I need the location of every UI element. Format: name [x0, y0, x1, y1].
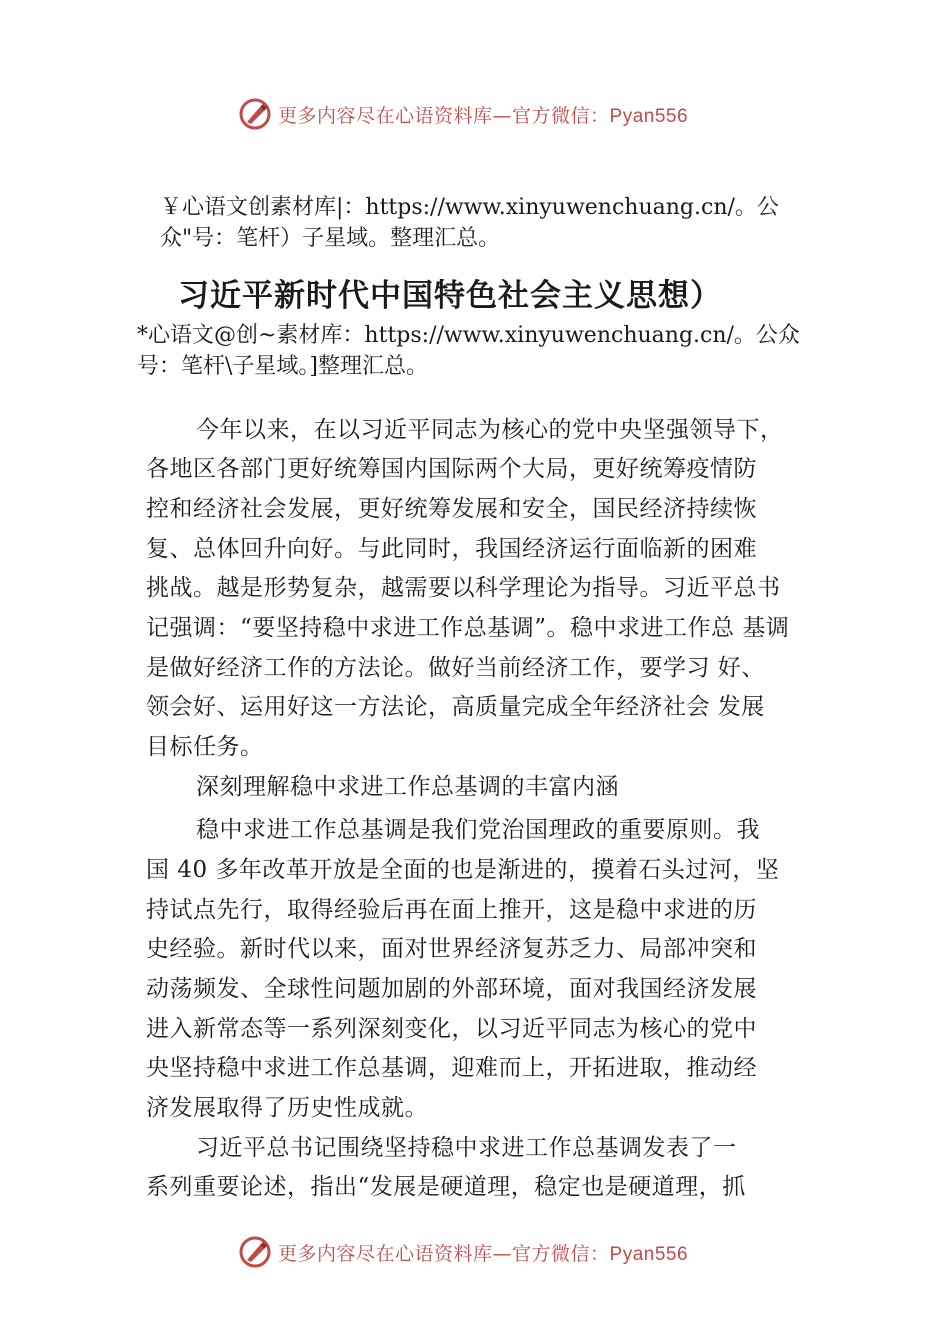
- body-line: 系列重要论述，指出“发展是硬道理，稳定也是硬道理，抓: [146, 1174, 746, 1200]
- body-line: 动荡频发、全球性问题加剧的外部环境，面对我国经济发展: [146, 976, 757, 1002]
- source-note-2-line-1: *心语文@创~素材库：https://www.xinyuwenchuang.cn/。公众: [137, 323, 800, 348]
- source-note-1-line-2: 众"号：笔杆）子星域。整理汇总。: [160, 226, 501, 251]
- fountain-pen-logo-icon: [238, 97, 272, 131]
- body-line: 持试点先行，取得经验后再在面上推开，这是稳中求进的历: [146, 897, 757, 923]
- body-line: 目标任务。: [146, 734, 264, 760]
- wechat-id: Pyan556: [609, 106, 689, 127]
- source-note-1-line-1: ￥心语文创素材库|：https://www.xinyuwenchuang.cn/。公: [160, 195, 779, 220]
- body-line: 进入新常态等一系列深刻变化，以习近平同志为核心的党中: [146, 1016, 757, 1042]
- body-line: 各地区各部门更好统筹国内国际两个大局，更好统筹疫情防: [146, 456, 757, 482]
- body-line: 复、总体回升向好。与此同时，我国经济运行面临新的困难: [146, 536, 757, 562]
- source-note-2-line-2: 号：笔杆\子星域。]整理汇总。: [137, 354, 428, 379]
- body-line: 挑战。越是形势复杂，越需要以科学理论为指导。习近平总书: [146, 575, 781, 601]
- body-line: 控和经济社会发展，更好统筹发展和安全，国民经济持续恢: [146, 496, 757, 522]
- banner-text: [278, 101, 688, 128]
- header-watermark-banner: [0, 95, 950, 135]
- fountain-pen-logo-icon: [238, 1235, 272, 1269]
- body-line: 央坚持稳中求进工作总基调，迎难而上，开拓进取，推动经: [146, 1055, 757, 1081]
- body-line: 领会好、运用好这一方法论，高质量完成全年经济社会 发展: [146, 694, 765, 720]
- body-line: 国 40 多年改革开放是全面的也是渐进的，摸着石头过河，坚: [146, 857, 780, 883]
- body-line: 稳中求进工作总基调是我们党治国理政的重要原则。我: [196, 817, 760, 843]
- body-line: 济发展取得了历史性成就。: [146, 1095, 428, 1121]
- body-line: 今年以来，在以习近平同志为核心的党中央坚强领导下，: [196, 417, 784, 443]
- body-line: 习近平总书记围绕坚持稳中求进工作总基调发表了一: [196, 1135, 737, 1161]
- body-line: 史经验。新时代以来，面对世界经济复苏乏力、局部冲突和: [146, 936, 757, 962]
- banner-label: 更多内容尽在心语资料库—官方微信：: [278, 1243, 610, 1265]
- banner-label: 更多内容尽在心语资料库—官方微信：: [278, 105, 610, 127]
- document-title: 习近平新时代中国特色社会主义思想）: [178, 278, 722, 314]
- footer-watermark-banner: [0, 1233, 950, 1273]
- section-heading: 深刻理解稳中求进工作总基调的丰富内涵: [196, 774, 619, 800]
- wechat-id: Pyan556: [609, 1244, 689, 1265]
- body-line: 记强调：“要坚持稳中求进工作总基调”。稳中求进工作总 基调: [146, 615, 790, 641]
- body-line: 是做好经济工作的方法论。做好当前经济工作，要学习 好、: [146, 655, 765, 681]
- banner-text: [278, 1239, 688, 1266]
